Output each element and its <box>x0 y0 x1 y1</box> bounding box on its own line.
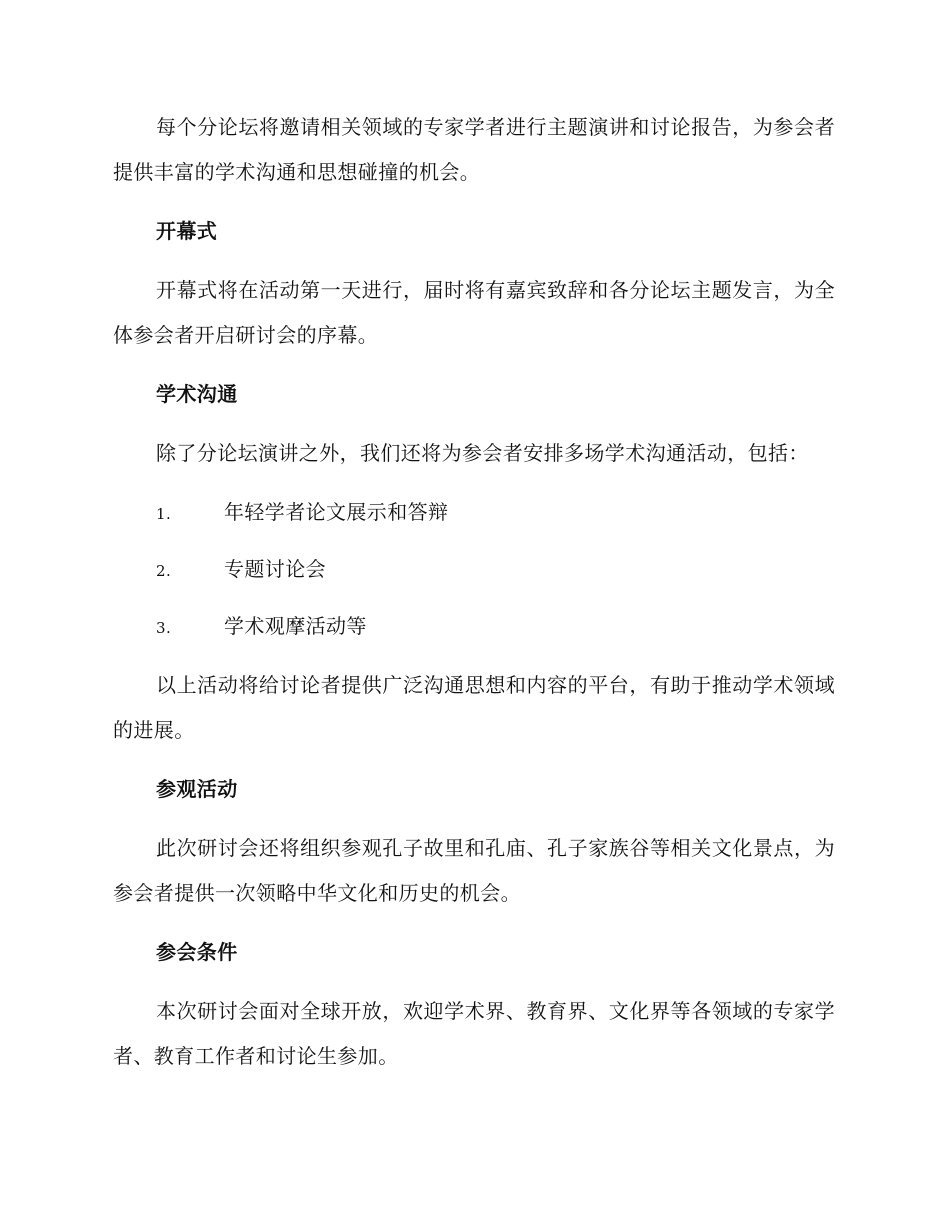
list-item-text: 专题讨论会 <box>224 557 326 581</box>
intro-paragraph: 每个分论坛将邀请相关领域的专家学者进行主题演讲和讨论报告，为参会者提供丰富的学术沟通和思想碰撞的机会。 <box>113 115 835 184</box>
conditions-heading: 参会条件 <box>156 940 238 964</box>
exchange-summary-paragraph: 以上活动将给讨论者提供广泛沟通思想和内容的平台，有助于推动学术领域的进展。 <box>113 673 835 742</box>
list-item-text: 学术观摩活动等 <box>224 614 367 638</box>
conditions-paragraph: 本次研讨会面对全球开放，欢迎学术界、教育界、文化界等各领域的专家学者、教育工作者和讨论生参加。 <box>113 999 835 1068</box>
list-item-number: 3. <box>156 619 172 637</box>
exchange-activity-list <box>113 490 835 649</box>
opening-heading: 开幕式 <box>156 219 218 243</box>
list-item <box>113 604 835 649</box>
exchange-heading: 学术沟通 <box>156 382 238 406</box>
list-item <box>113 547 835 604</box>
opening-paragraph: 开幕式将在活动第一天进行，届时将有嘉宾致辞和各分论坛主题发言，为全体参会者开启研讨会的序幕。 <box>113 278 835 347</box>
visit-heading: 参观活动 <box>156 777 238 801</box>
document-body <box>113 105 835 1079</box>
list-item <box>113 490 835 547</box>
exchange-paragraph: 除了分论坛演讲之外，我们还将为参会者安排多场学术沟通活动，包括： <box>156 441 809 465</box>
visit-paragraph: 此次研讨会还将组织参观孔子故里和孔庙、孔子家族谷等相关文化景点，为参会者提供一次领略中华文化和历史的机会。 <box>113 836 835 905</box>
list-item-text: 年轻学者论文展示和答辩 <box>224 500 449 524</box>
list-item-number: 2. <box>156 562 172 580</box>
list-item-number: 1. <box>156 505 172 523</box>
